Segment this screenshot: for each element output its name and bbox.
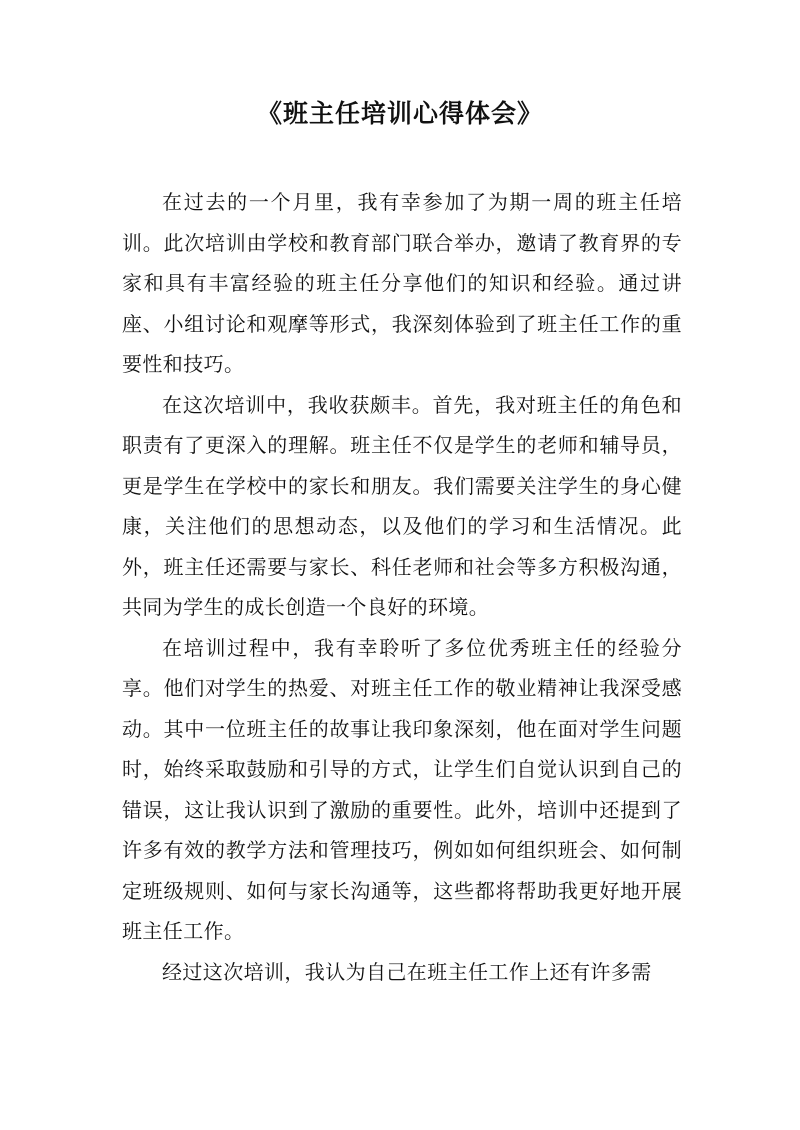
- paragraph-4: 经过这次培训，我认为自己在班主任工作上还有许多需: [162, 959, 652, 984]
- paragraph-1: 在过去的一个月里，我有幸参加了为期一周的班主任培训。此次培训由学校和教育部门联合举办，邀请了教育界的专家和具有丰富经验的班主任分享他们的知识和经验。通过讲座、小组讨论和观摩等形式，我深刻体验到了班主任工作的重要性和技巧。: [122, 190, 682, 376]
- document-body: [122, 182, 682, 992]
- paragraph-3: 在培训过程中，我有幸聆听了多位优秀班主任的经验分享。他们对学生的热爱、对班主任工作的敬业精神让我深受感动。其中一位班主任的故事让我印象深刻，他在面对学生问题时，始终采取鼓励和引导的方式，让学生们自觉认识到自己的错误，这让我认识到了激励的重要性。此外，培训中还提到了许多有效的教学方法和管理技巧，例如如何组织班会、如何制定班级规则、如何与家长沟通等，这些都将帮助我更好地开展班主任工作。: [122, 635, 682, 943]
- paragraph-2: 在这次培训中，我收获颇丰。首先，我对班主任的角色和职责有了更深入的理解。班主任不仅是学生的老师和辅导员，更是学生在学校中的家长和朋友。我们需要关注学生的身心健康，关注他们的思想动态，以及他们的学习和生活情况。此外，班主任还需要与家长、科任老师和社会等多方积极沟通，共同为学生的成长创造一个良好的环境。: [122, 392, 682, 619]
- document-title: 《班主任培训心得体会》: [256, 99, 543, 128]
